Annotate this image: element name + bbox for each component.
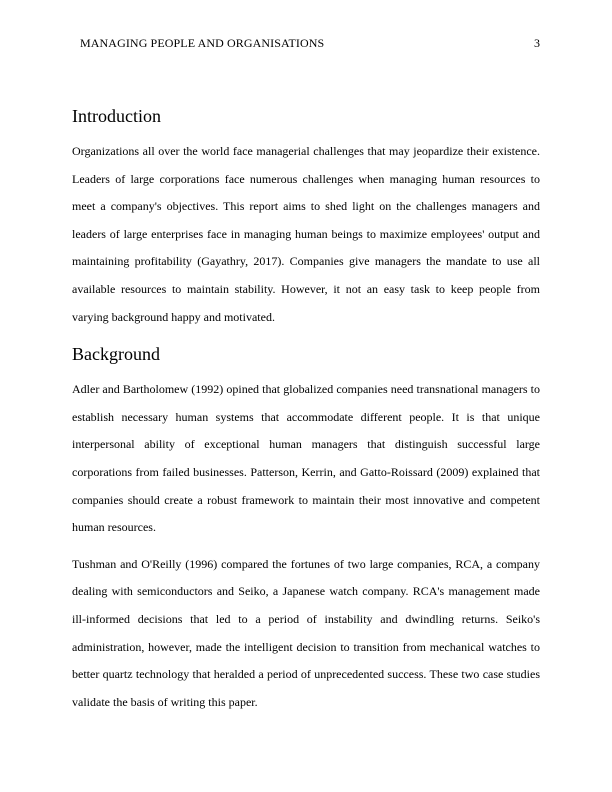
document-body (72, 102, 540, 716)
page-number: 3 (534, 36, 540, 50)
introduction-paragraph: Organizations all over the world face managerial challenges that may jeopardize their existence. Leaders of large corporations face numerous challenges when managing human resources to meet a company's objectives. This report aims to shed light on the challenges managers and leaders of large enterprises face in managing human beings to maximize employees' output and maintaining profitability (Gayathry, 2017). Companies give managers the mandate to use all available resources to maintain stability. However, it not an easy task to keep people from varying background happy and motivated. (72, 144, 540, 324)
background-paragraph-1: Adler and Bartholomew (1992) opined that globalized companies need transnational managers to establish necessary human systems that accommodate different people. It is that unique interpersonal ability of exceptional human managers that distinguish successful large corporations from failed businesses. Patterson, Kerrin, and Gatto-Roissard (2009) explained that companies should create a robust framework to maintain their most innovative and competent human resources. (72, 382, 540, 535)
introduction-heading: Introduction (72, 106, 161, 126)
background-paragraph-2: Tushman and O'Reilly (1996) compared the fortunes of two large companies, RCA, a company dealing with semiconductors and Seiko, a Japanese watch company. RCA's management made ill-informed decisions that led to a period of instability and dwindling returns. Seiko's administration, however, made the intelligent decision to transition from mechanical watches to better quartz technology that heralded a period of unprecedented success. These two case studies validate the basis of writing this paper. (72, 556, 540, 709)
running-head: MANAGING PEOPLE AND ORGANISATIONS (80, 36, 325, 50)
background-heading: Background (72, 344, 160, 365)
